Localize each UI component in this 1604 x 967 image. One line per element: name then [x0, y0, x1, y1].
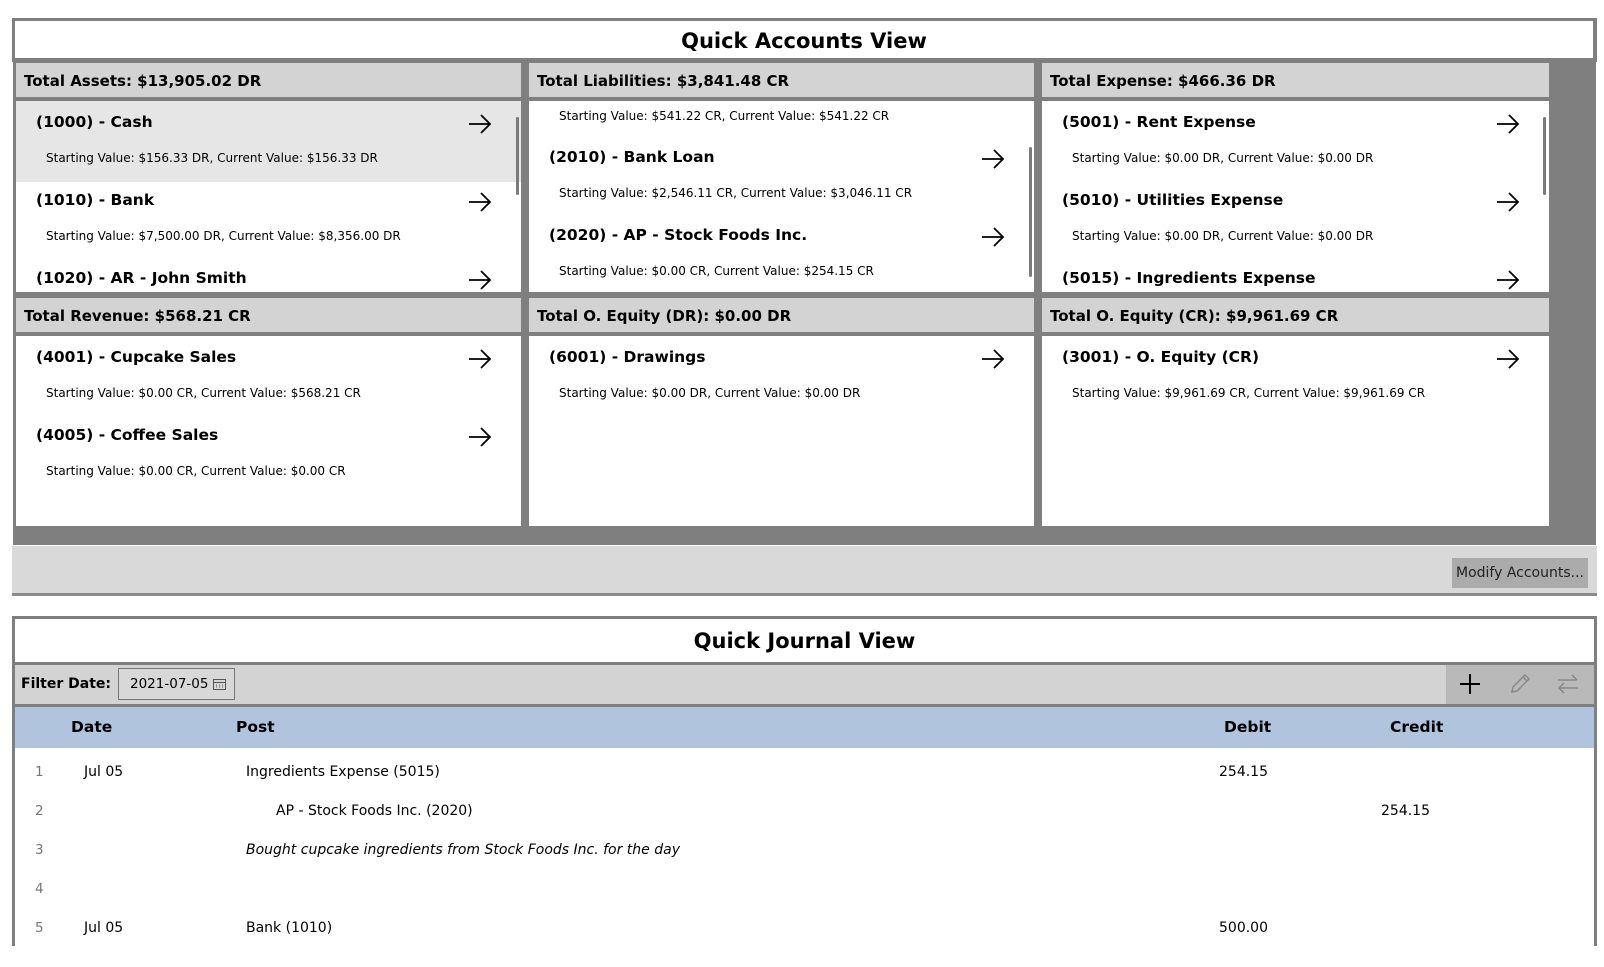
row-debit: 254.15 — [1219, 764, 1268, 780]
account-name: (2020) - AP - Stock Foods Inc. — [549, 226, 808, 244]
expense-list[interactable] — [1042, 101, 1549, 292]
account-item-ingredients-expense[interactable] — [1042, 257, 1549, 292]
journal-frame — [12, 616, 1597, 946]
edit-icon[interactable] — [1508, 672, 1532, 696]
account-values: Starting Value: $156.33 DR, Current Value: $156.33 DR — [46, 151, 378, 165]
account-item-ar-john-smith[interactable] — [16, 257, 521, 292]
account-name: (5001) - Rent Expense — [1062, 113, 1256, 131]
account-name: (4001) - Cupcake Sales — [36, 348, 237, 366]
row-post: AP - Stock Foods Inc. (2020) — [276, 803, 473, 819]
assets-header: Total Assets: $13,905.02 DR — [16, 63, 521, 97]
column-header-post[interactable]: Post — [236, 718, 275, 736]
row-post: Bank (1010) — [246, 920, 333, 936]
arrow-right-icon[interactable] — [467, 189, 493, 215]
account-name: (5015) - Ingredients Expense — [1062, 269, 1316, 287]
row-date: Jul 05 — [84, 920, 124, 936]
account-item-ap-stock-foods[interactable] — [529, 214, 1034, 292]
journal-table — [15, 707, 1594, 967]
arrow-right-icon[interactable] — [1495, 189, 1521, 215]
account-item-rent-expense[interactable] — [1042, 101, 1549, 182]
liabilities-header: Total Liabilities: $3,841.48 CR — [529, 63, 1034, 97]
column-header-date[interactable]: Date — [71, 718, 113, 736]
assets-list[interactable] — [16, 101, 521, 292]
account-name: (6001) - Drawings — [549, 348, 706, 366]
account-item-owner-equity[interactable] — [1042, 336, 1549, 417]
account-item-bank[interactable] — [16, 179, 521, 260]
account-values: Starting Value: $9,961.69 CR, Current Value: $9,961.69 CR — [1072, 386, 1426, 400]
accounts-view-title: Quick Accounts View — [15, 21, 1593, 58]
arrow-right-icon[interactable] — [980, 224, 1006, 250]
row-number: 2 — [35, 803, 44, 819]
arrow-right-icon[interactable] — [980, 346, 1006, 372]
accounts-grid — [13, 61, 1596, 545]
column-header-debit[interactable]: Debit — [1224, 718, 1272, 736]
liabilities-list[interactable] — [529, 101, 1034, 292]
row-date: Jul 05 — [84, 764, 124, 780]
column-header-credit[interactable]: Credit — [1390, 718, 1444, 736]
account-name: (1000) - Cash — [36, 113, 153, 131]
account-item-cash[interactable] — [16, 101, 521, 182]
arrow-right-icon[interactable] — [467, 111, 493, 137]
account-item-bank-loan[interactable] — [529, 136, 1034, 217]
row-number: 4 — [35, 881, 44, 897]
journal-view-title: Quick Journal View — [15, 619, 1594, 662]
account-values: Starting Value: $0.00 CR, Current Value: $254.15 CR — [559, 264, 874, 278]
account-name: (5010) - Utilities Expense — [1062, 191, 1284, 209]
arrow-right-icon[interactable] — [1495, 346, 1521, 372]
equity-dr-header: Total O. Equity (DR): $0.00 DR — [529, 298, 1034, 332]
liabilities-scrollbar[interactable] — [1029, 147, 1032, 277]
row-number: 5 — [35, 920, 44, 936]
revenue-list[interactable] — [16, 336, 521, 526]
account-values: Starting Value: $2,546.11 CR, Current Value: $3,046.11 CR — [559, 186, 913, 200]
arrow-right-icon[interactable] — [980, 146, 1006, 172]
modify-accounts-button[interactable]: Modify Accounts... — [1452, 558, 1588, 588]
account-values: Starting Value: $0.00 DR, Current Value: $0.00 DR — [1072, 151, 1374, 165]
table-row[interactable] — [15, 830, 1594, 870]
accounts-footer-bar — [12, 546, 1597, 596]
equity-cr-list[interactable] — [1042, 336, 1549, 526]
row-number: 1 — [35, 764, 44, 780]
assets-scrollbar[interactable] — [516, 117, 519, 195]
journal-toolbar — [1446, 665, 1594, 704]
arrow-right-icon[interactable] — [1495, 111, 1521, 137]
table-row[interactable] — [15, 869, 1594, 909]
expense-scrollbar[interactable] — [1543, 117, 1546, 195]
swap-icon[interactable] — [1556, 672, 1580, 696]
account-name: (2010) - Bank Loan — [549, 148, 715, 166]
row-post: Ingredients Expense (5015) — [246, 764, 440, 780]
account-values: Starting Value: $0.00 DR, Current Value: $0.00 DR — [559, 386, 861, 400]
expense-header: Total Expense: $466.36 DR — [1042, 63, 1549, 97]
equity-dr-list[interactable] — [529, 336, 1034, 526]
account-name: (3001) - O. Equity (CR) — [1062, 348, 1260, 366]
filter-date-label: Filter Date: — [21, 676, 111, 692]
account-values: Starting Value: $0.00 DR, Current Value: $0.00 DR — [1072, 229, 1374, 243]
account-item-cupcake-sales[interactable] — [16, 336, 521, 417]
filter-bar — [15, 665, 1594, 704]
account-values: Starting Value: $541.22 CR, Current Value: $541.22 CR — [559, 109, 890, 123]
arrow-right-icon[interactable] — [1495, 267, 1521, 292]
arrow-right-icon[interactable] — [467, 346, 493, 372]
filter-date-picker[interactable] — [118, 668, 235, 700]
calendar-icon[interactable] — [213, 678, 226, 690]
account-name: (4005) - Coffee Sales — [36, 426, 219, 444]
revenue-header: Total Revenue: $568.21 CR — [16, 298, 521, 332]
filter-date-value: 2021-07-05 — [130, 676, 209, 692]
account-item-drawings[interactable] — [529, 336, 1034, 417]
row-memo: Bought cupcake ingredients from Stock Foods Inc. for the day — [246, 842, 680, 858]
table-row[interactable] — [15, 791, 1594, 831]
table-row[interactable] — [15, 908, 1594, 948]
account-item-utilities-expense[interactable] — [1042, 179, 1549, 260]
account-name: (1020) - AR - John Smith — [36, 269, 247, 287]
table-row[interactable] — [15, 752, 1594, 792]
arrow-right-icon[interactable] — [467, 267, 493, 292]
arrow-right-icon[interactable] — [467, 424, 493, 450]
account-name: (1010) - Bank — [36, 191, 155, 209]
account-values: Starting Value: $7,500.00 DR, Current Value: $8,356.00 DR — [46, 229, 401, 243]
row-debit: 500.00 — [1219, 920, 1268, 936]
journal-table-header — [15, 707, 1594, 748]
row-number: 3 — [35, 842, 44, 858]
row-credit: 254.15 — [1381, 803, 1430, 819]
add-icon[interactable] — [1458, 672, 1482, 696]
equity-cr-header: Total O. Equity (CR): $9,961.69 CR — [1042, 298, 1549, 332]
account-values: Starting Value: $0.00 CR, Current Value: $0.00 CR — [46, 464, 346, 478]
account-item-coffee-sales[interactable] — [16, 414, 521, 495]
account-values: Starting Value: $0.00 CR, Current Value: $568.21 CR — [46, 386, 361, 400]
